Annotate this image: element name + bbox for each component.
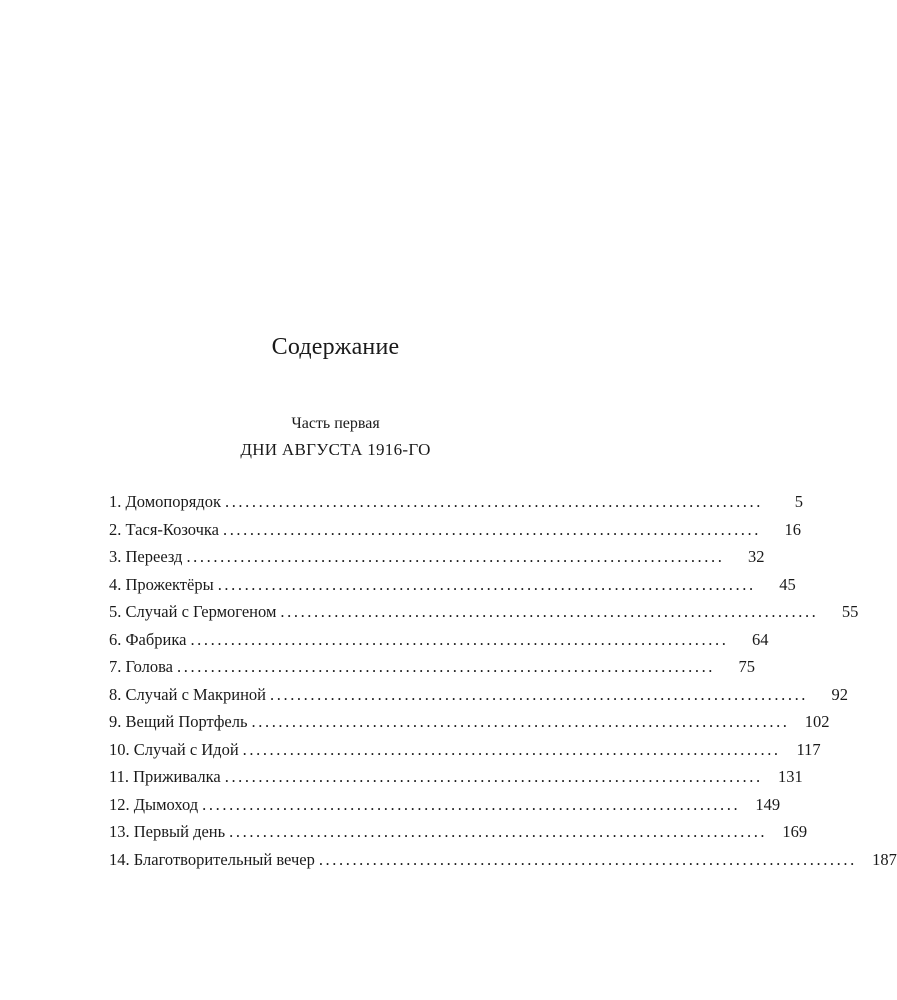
toc-entry-page: 32 [747, 547, 765, 566]
toc-entry [109, 791, 781, 819]
toc-entry-page: 102 [804, 712, 830, 731]
dot-leader: ................................................................................ [217, 574, 756, 594]
dot-leader: ................................................................................ [190, 629, 729, 649]
dot-leader: ................................................................................ [177, 657, 716, 676]
toc-entry-page: 149 [755, 794, 781, 814]
toc-entry [109, 818, 808, 846]
dot-leader: ................................................................................ [270, 684, 809, 704]
dot-leader: ................................................................................ [222, 519, 761, 539]
dot-leader: ................................................................................ [186, 547, 725, 566]
toc-entry-title: 9. Вещий Портфель [109, 712, 248, 731]
toc-entry [109, 681, 849, 709]
toc-entry-page: 16 [784, 519, 801, 539]
toc-entry-page: 187 [872, 849, 897, 869]
toc-entry [109, 736, 821, 764]
toc-entry-title: 13. Первый день [109, 822, 226, 841]
toc-entry [109, 488, 803, 516]
dot-leader: ................................................................................ [318, 849, 857, 869]
toc-entry [109, 571, 796, 599]
toc-entry-page: 92 [831, 684, 849, 704]
toc-entry-title: 14. Благотворительный вечер [109, 849, 315, 869]
toc-entry [109, 516, 801, 544]
toc-entry-title: 1. Домопорядок [109, 492, 221, 511]
toc-entry-title: 8. Случай с Макриной [109, 684, 267, 704]
toc-entry [109, 708, 830, 736]
part-title: ДНИ АВГУСТА 1916-ГО [240, 440, 431, 459]
dot-leader: ................................................................................ [242, 739, 781, 759]
toc-entry-title: 6. Фабрика [109, 629, 187, 649]
toc-entry-title: 2. Тася-Козочка [109, 519, 219, 539]
toc-entry [109, 653, 756, 681]
table-of-contents [109, 488, 897, 873]
dot-leader: ................................................................................ [224, 767, 763, 786]
toc-entry-title: 10. Случай с Идой [109, 739, 239, 759]
toc-entry-page: 75 [738, 657, 756, 676]
toc-entry-page: 64 [751, 629, 769, 649]
dot-leader: ................................................................................ [224, 492, 763, 511]
toc-entry [109, 626, 769, 654]
toc-entry-title: 5. Случай с Гермогеном [109, 602, 277, 621]
toc-entry-title: 7. Голова [109, 657, 174, 676]
toc-entry-title: 11. Приживалка [109, 767, 221, 786]
dot-leader: ................................................................................ [251, 712, 790, 731]
toc-entry [109, 598, 859, 626]
toc-entry-page: 117 [796, 739, 821, 759]
dot-leader: ................................................................................ [202, 794, 741, 814]
toc-entry-title: 3. Переезд [109, 547, 183, 566]
toc-entry-page: 169 [782, 822, 808, 841]
dot-leader: ................................................................................ [229, 822, 768, 841]
toc-entry [109, 763, 803, 791]
page-title: Содержание [271, 334, 400, 360]
toc-entry-page: 5 [794, 492, 803, 511]
toc-entry-page: 131 [777, 767, 803, 786]
toc-entry [109, 846, 897, 874]
toc-entry-title: 4. Прожектёры [109, 574, 214, 594]
toc-entry-page: 45 [779, 574, 796, 594]
part-label: Часть первая [291, 415, 380, 432]
toc-entry-page: 55 [841, 602, 859, 621]
toc-entry-title: 12. Дымоход [109, 794, 199, 814]
toc-entry [109, 543, 765, 571]
dot-leader: ................................................................................ [280, 602, 819, 621]
